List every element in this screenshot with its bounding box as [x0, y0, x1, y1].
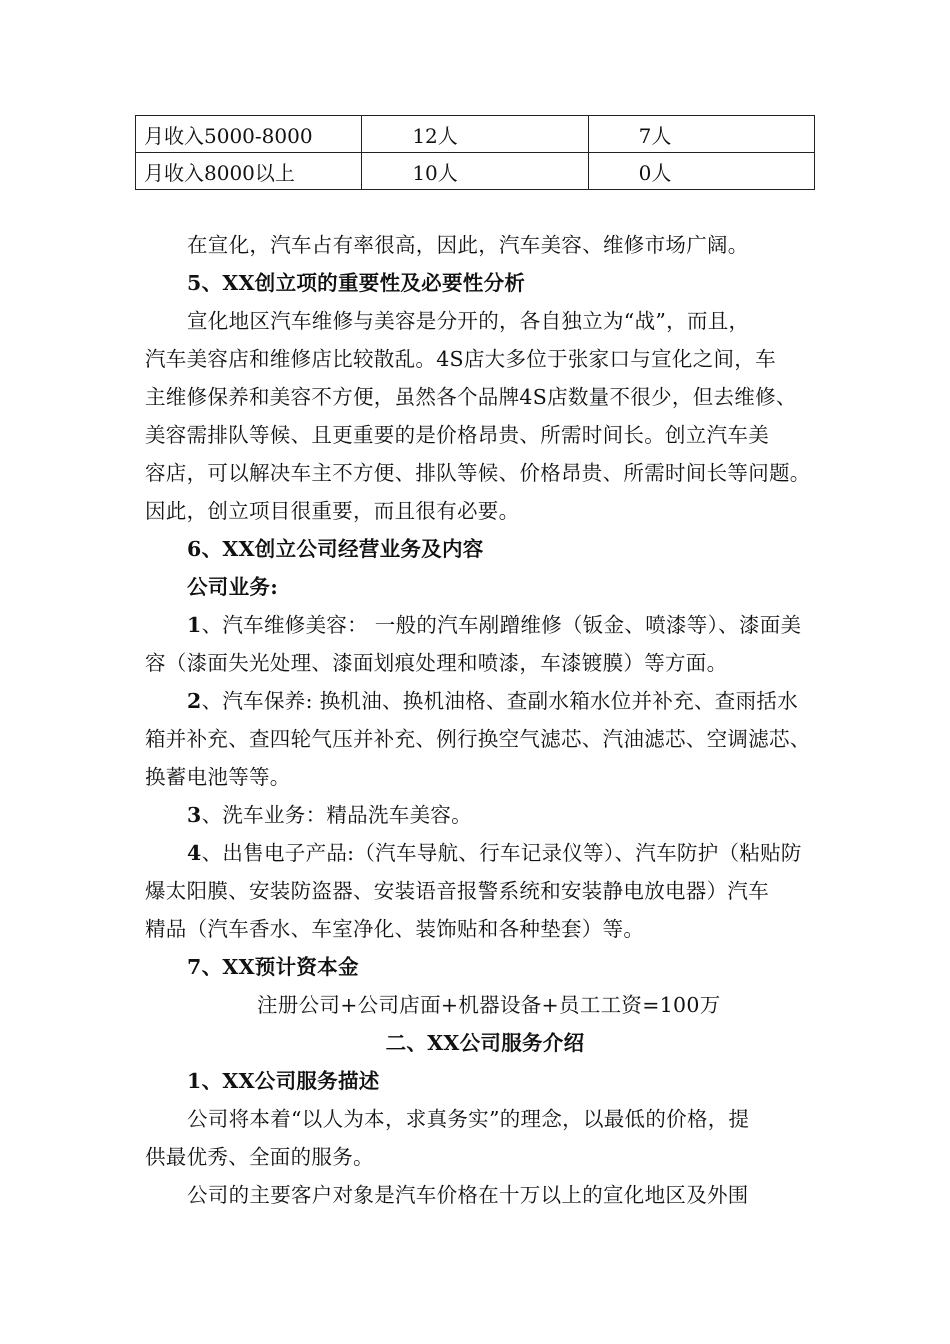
section-heading [145, 264, 825, 302]
line-text: 5、XX创立项的重要性及必要性分析 [187, 271, 526, 295]
line-text: 、出售电子产品:（汽车导航、行车记录仪等）、汽车防护（粘贴防 [201, 841, 802, 865]
section-heading [145, 948, 825, 986]
line-text: 主维修保养和美容不方便，虽然各个品牌4S店数量不很少，但去维修、 [145, 385, 797, 409]
paragraph-line [145, 302, 825, 340]
line-text: 公司的主要客户对象是汽车价格在十万以上的宣化地区及外围 [187, 1183, 749, 1207]
item-number: 4 [187, 841, 202, 865]
section-heading [145, 1062, 825, 1100]
table-row [136, 153, 815, 190]
table-cell: 7人 [588, 116, 814, 153]
section-heading [145, 1024, 825, 1062]
paragraph-line [145, 758, 825, 796]
paragraph-line [145, 644, 825, 682]
paragraph-line [145, 492, 825, 530]
paragraph-line [145, 682, 825, 720]
line-text: 6、XX创立公司经营业务及内容 [187, 537, 484, 561]
line-text: 7、XX预计资本金 [187, 955, 359, 979]
item-number: 1 [187, 613, 202, 637]
paragraph-line [145, 834, 825, 872]
document-body [145, 226, 825, 1214]
line-text: 注册公司+公司店面+机器设备+员工工资=100万 [257, 993, 721, 1017]
table-row [136, 116, 815, 153]
paragraph-line [145, 606, 825, 644]
paragraph-line [145, 1138, 825, 1176]
line-text: 、洗车业务：精品洗车美容。 [201, 803, 472, 827]
line-text: 容店，可以解决车主不方便、排队等候、价格昂贵、所需时间长等问题。 [145, 461, 811, 485]
line-text: 汽车美容店和维修店比较散乱。4S店大多位于张家口与宣化之间，车 [145, 347, 776, 371]
table-cell: 12人 [362, 116, 588, 153]
paragraph-line [145, 986, 825, 1024]
paragraph-line [145, 720, 825, 758]
line-text: 美容需排队等候、且更重要的是价格昂贵、所需时间长。创立汽车美 [145, 423, 769, 447]
item-number: 2 [187, 689, 202, 713]
line-text: 宣化地区汽车维修与美容是分开的，各自独立为“战”，而且， [187, 309, 750, 333]
paragraph-line [145, 378, 825, 416]
line-text: 精品（汽车香水、车室净化、装饰贴和各种垫套）等。 [145, 917, 645, 941]
table-cell: 0人 [588, 153, 814, 190]
table-cell: 月收入5000-8000 [136, 116, 362, 153]
section-heading [145, 568, 825, 606]
item-number: 3 [187, 803, 202, 827]
paragraph-line [145, 454, 825, 492]
paragraph-line [145, 416, 825, 454]
paragraph-line [145, 872, 825, 910]
paragraph-line [145, 1176, 825, 1214]
paragraph-line [145, 1100, 825, 1138]
line-text: 爆太阳膜、安装防盗器、安装语音报警系统和安装静电放电器）汽车 [145, 879, 769, 903]
line-text: 公司将本着“以人为本，求真务实”的理念，以最低的价格，提 [187, 1107, 750, 1131]
line-text: 、汽车维修美容： 一般的汽车剐蹭维修（钣金、喷漆等）、漆面美 [201, 613, 802, 637]
table-cell: 10人 [362, 153, 588, 190]
line-text: 容（漆面失光处理、漆面划痕处理和喷漆，车漆镀膜）等方面。 [145, 651, 728, 675]
line-text: 因此，创立项目很重要，而且很有必要。 [145, 499, 520, 523]
line-text: 箱并补充、查四轮气压并补充、例行换空气滤芯、汽油滤芯、空调滤芯、 [145, 727, 811, 751]
paragraph-line [145, 796, 825, 834]
line-text: 供最优秀、全面的服务。 [145, 1145, 374, 1169]
line-text: 1、XX公司服务描述 [187, 1069, 380, 1093]
section-heading [145, 530, 825, 568]
paragraph-line [145, 340, 825, 378]
line-text: 二、XX公司服务介绍 [385, 1031, 585, 1055]
income-table [135, 115, 815, 190]
line-text: 公司业务: [187, 575, 279, 599]
paragraph-line [145, 226, 825, 264]
paragraph-line [145, 910, 825, 948]
line-text: 换蓄电池等等。 [145, 765, 291, 789]
table-cell: 月收入8000以上 [136, 153, 362, 190]
line-text: 在宣化，汽车占有率很高，因此，汽车美容、维修市场广阔。 [187, 233, 749, 257]
line-text: 、汽车保养: 换机油、换机油格、查副水箱水位并补充、查雨括水 [201, 689, 798, 713]
